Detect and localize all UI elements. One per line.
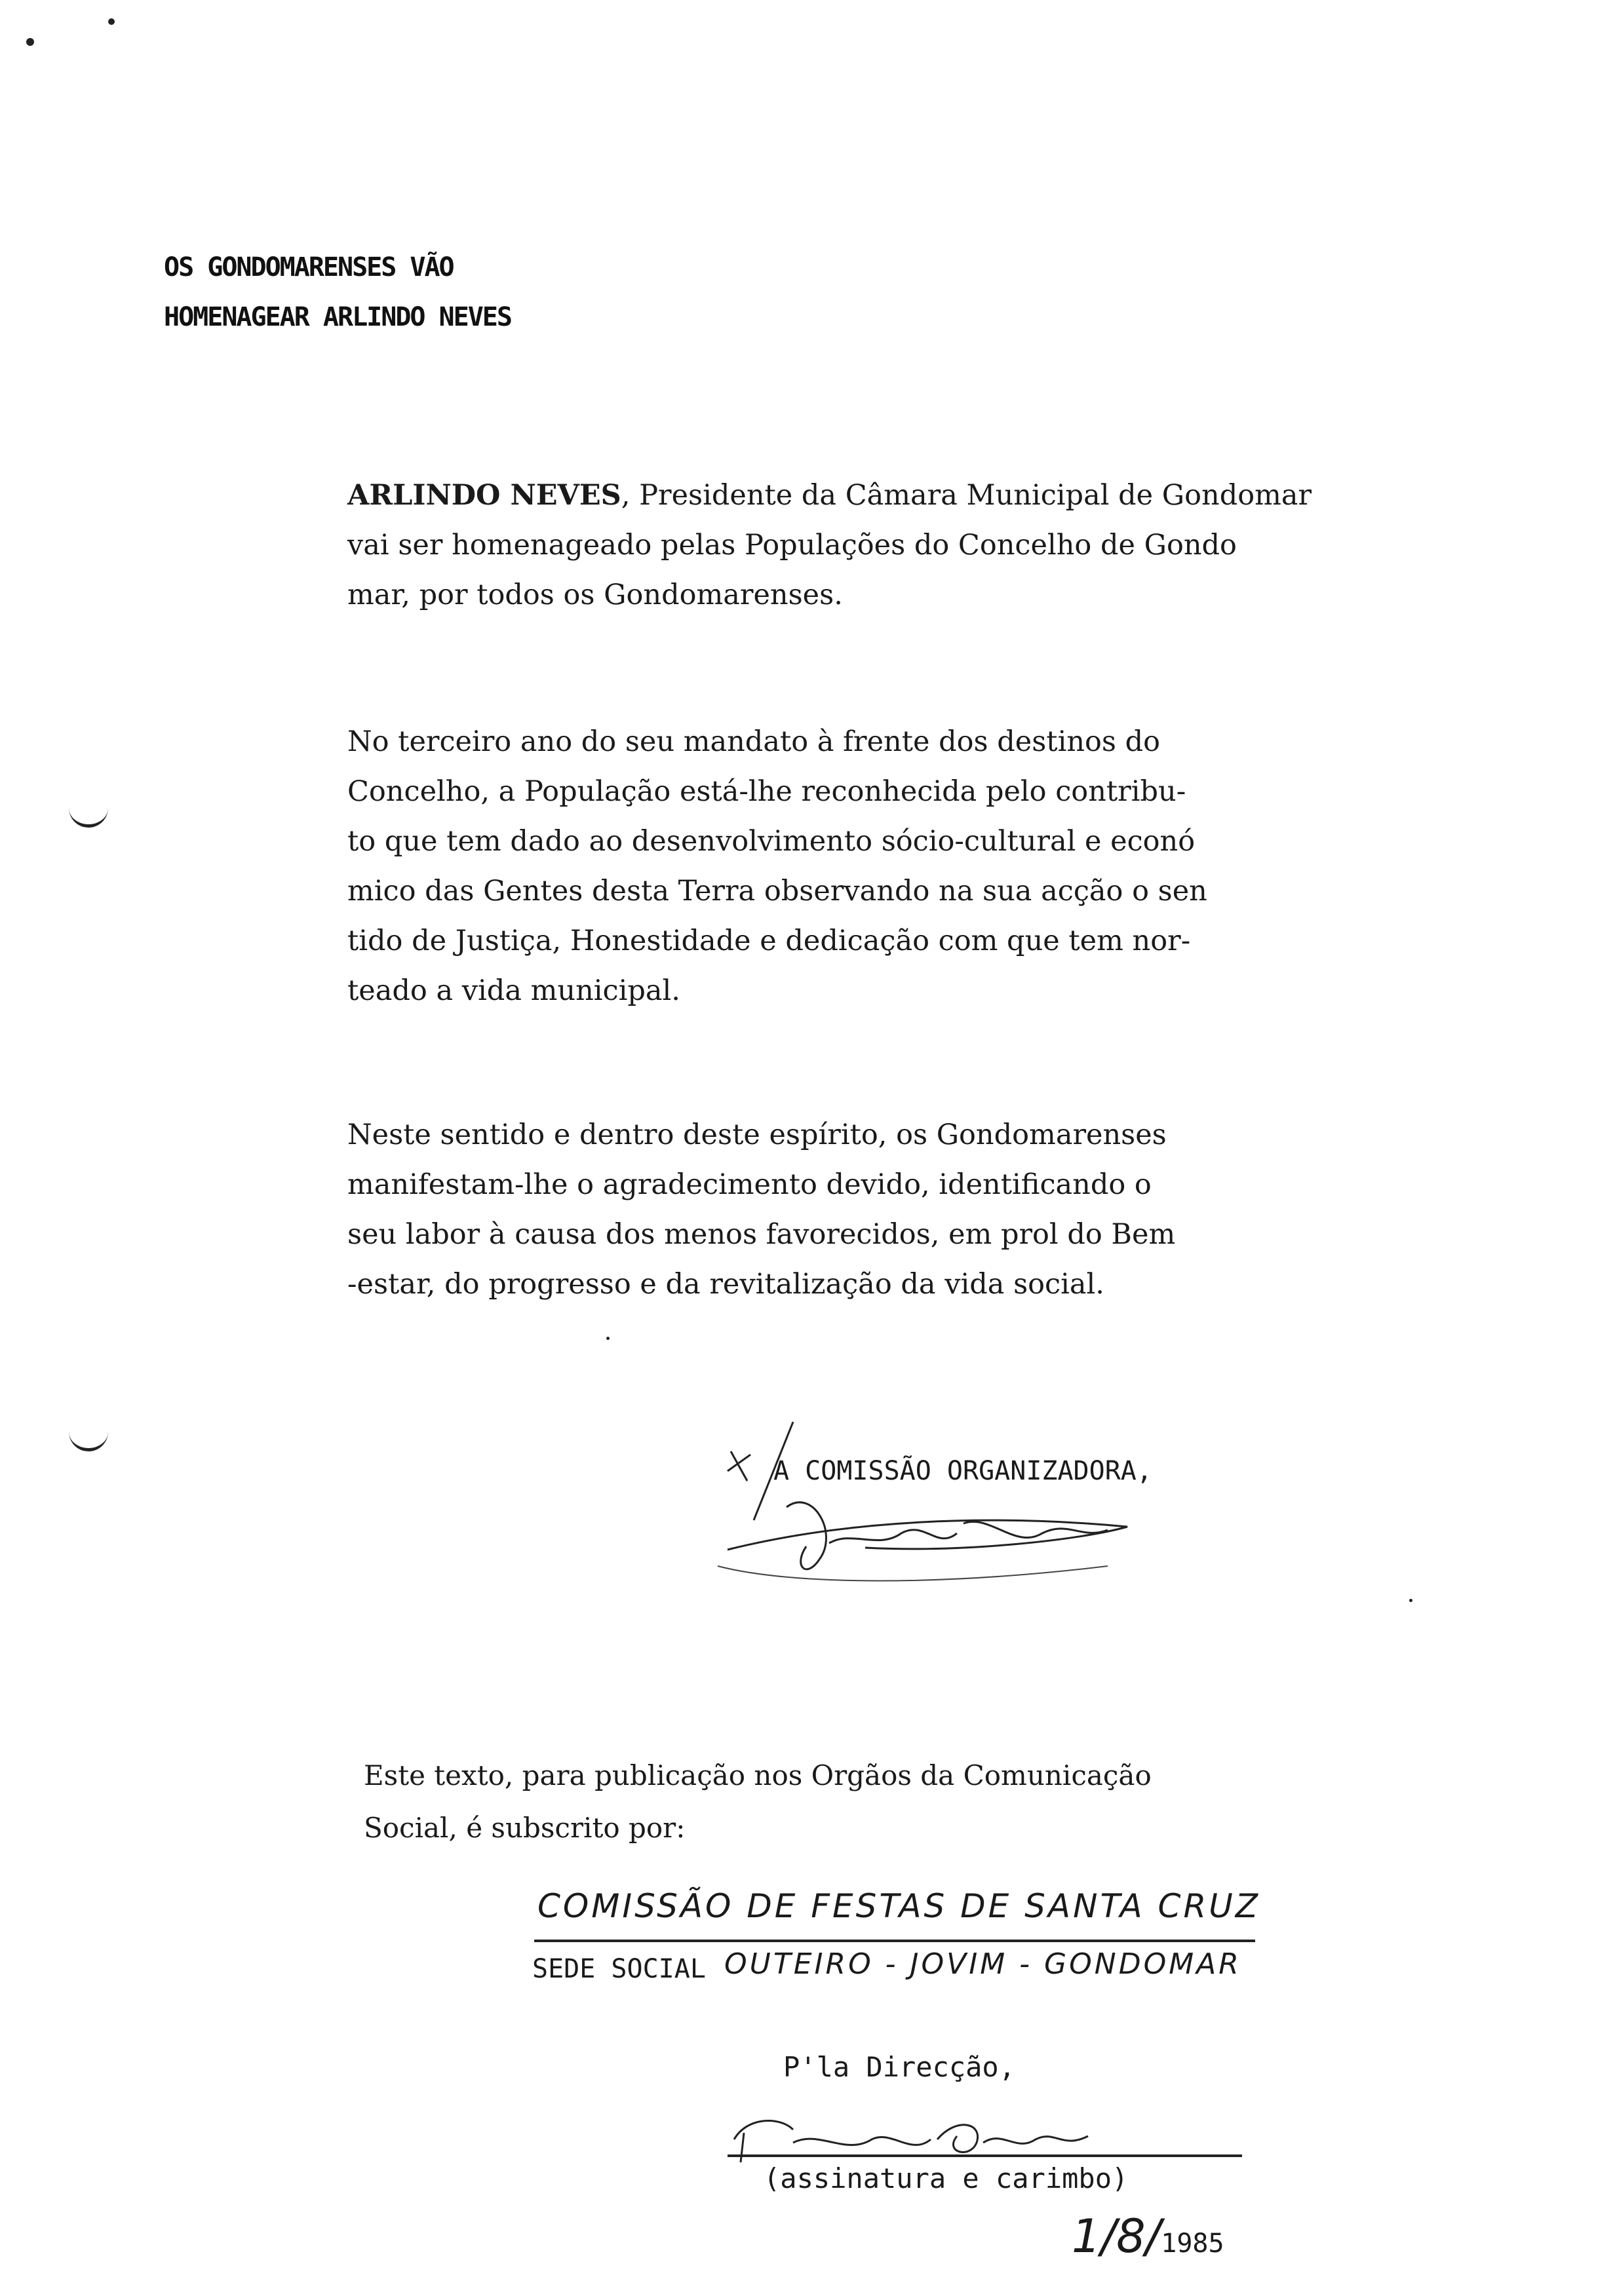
paragraph-1: [347, 470, 1312, 620]
headline-line-1: OS GONDOMARENSES VÃO: [164, 252, 454, 282]
commission-label: A COMISSÃO ORGANIZADORA,: [773, 1456, 1152, 1486]
date-handwritten: 1/8/: [1072, 2210, 1161, 2263]
headline-line-2: HOMENAGEAR ARLINDO NEVES: [164, 302, 511, 332]
paragraph-2-line: to que tem dado ao desenvolvimento sócio-cultural e econó: [347, 825, 1196, 858]
paragraph-3-line: Neste sentido e dentro deste espírito, os Gondomarenses: [347, 1119, 1167, 1151]
paragraph-2-line: tido de Justiça, Honestidade e dedicação com que tem nor-: [347, 925, 1191, 957]
paragraph-3-line: -estar, do progresso e da revitalização da vida social.: [347, 1268, 1104, 1301]
paragraph-3: [347, 1110, 1291, 1309]
paragraph-3-line: seu labor à causa dos menos favorecidos, em prol do Bem: [347, 1218, 1176, 1251]
paragraph-1-line-1-rest: , Presidente da Câmara Municipal de Gondomar: [621, 479, 1312, 512]
publication-note: [364, 1750, 1152, 1854]
scan-speck: [606, 1337, 610, 1340]
paragraph-2-line: mico das Gentes desta Terra observando na sua acção o sen: [347, 875, 1207, 908]
paragraph-1-line-2: vai ser homenageado pelas Populações do Concelho de Gondo: [347, 529, 1237, 562]
paragraph-1-line-1: [347, 470, 1312, 520]
publication-note-line-1: Este texto, para publicação nos Orgãos da Comunicação: [364, 1759, 1152, 1791]
publication-note-line-2: Social, é subscrito por:: [364, 1812, 686, 1844]
paragraph-1-line-3: mar, por todos os Gondomarenses.: [347, 579, 843, 611]
seat-value: OUTEIRO - JOVIM - GONDOMAR: [724, 1947, 1241, 1981]
scan-speck: [26, 38, 34, 46]
scan-speck: [108, 18, 115, 25]
paragraph-2-line: No terceiro ano do seu mandato à frente dos destinos do: [347, 725, 1161, 758]
date-year: 1985: [1161, 2229, 1224, 2259]
date: [1072, 2210, 1224, 2263]
commission-underline: [534, 1940, 1255, 1942]
honoree-name: ARLINDO NEVES: [347, 479, 621, 512]
headline: [164, 242, 511, 342]
direction-signature: [721, 2103, 1245, 2169]
punch-hole-mark: [69, 805, 108, 828]
paragraph-3-line: manifestam-lhe o agradecimento devido, identificando o: [347, 1168, 1152, 1201]
signature-caption: (assinatura e carimbo): [764, 2162, 1129, 2194]
commission-signature: [714, 1409, 1160, 1592]
seat-label: SEDE SOCIAL: [532, 1954, 706, 1984]
paragraph-2-line: Concelho, a População está-lhe reconhecida pelo contribu-: [347, 775, 1186, 808]
punch-hole-mark: [69, 1428, 108, 1451]
scan-speck: [1409, 1599, 1412, 1602]
subscriber-commission-name: COMISSÃO DE FESTAS DE SANTA CRUZ: [537, 1887, 1261, 1925]
paragraph-2: [347, 717, 1291, 1016]
paragraph-2-line: teado a vida municipal.: [347, 974, 680, 1007]
direction-label: P'la Direcção,: [783, 2051, 1016, 2083]
